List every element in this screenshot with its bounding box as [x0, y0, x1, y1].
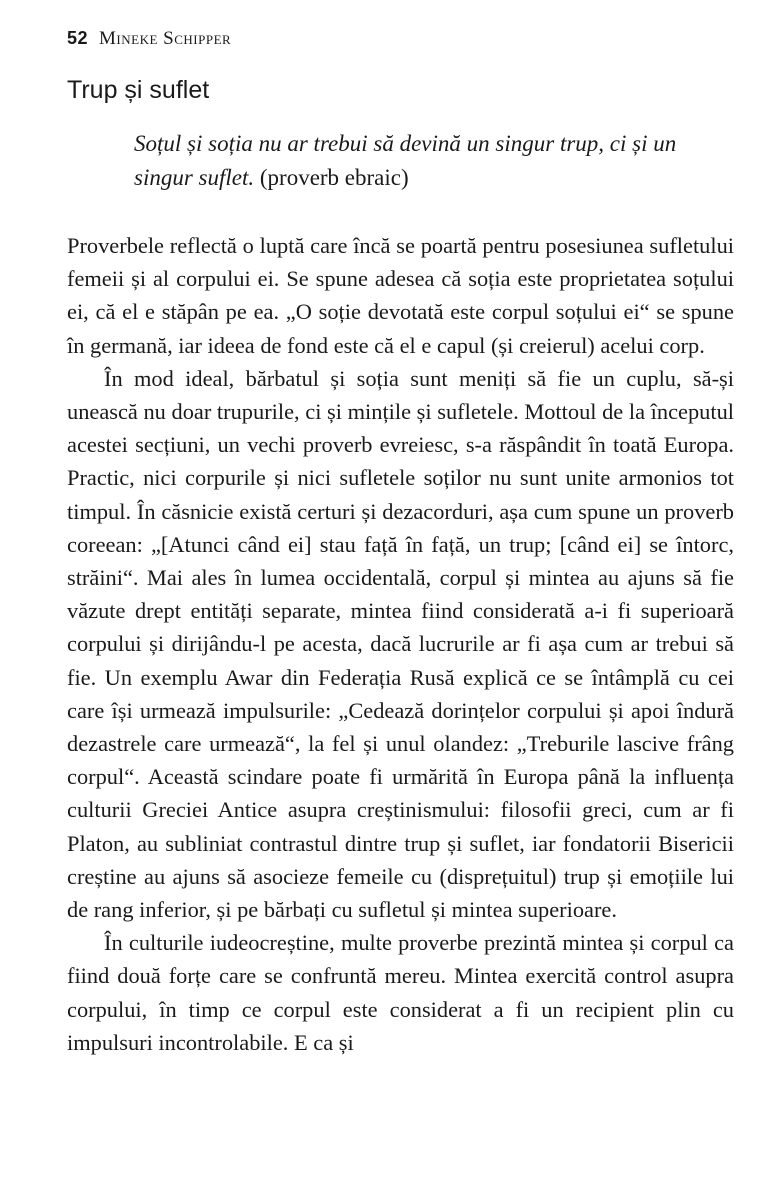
paragraph-1: Proverbele reflectă o luptă care încă se poartă pentru posesiunea sufletului femeii și al corpului ei. Se spune adesea că soția este proprietatea soțului ei, că el e stăpân pe ea. „O soție devotată este corpul soțului ei“ se spune în germană, iar ideea de fond este că el e capul (și creierul) acelui corp.	[67, 233, 734, 358]
page-number: 52	[67, 28, 89, 48]
epigraph-quote: Soțul și soția nu ar trebui să devină un singur trup, ci și un singur suflet.	[134, 131, 677, 190]
running-head	[67, 28, 231, 50]
body-text	[67, 229, 734, 1059]
paragraph-3: În culturile iudeocreștine, multe proverbe prezintă mintea și corpul ca fiind două forțe care se confruntă mereu. Mintea exercită control asupra corpului, în timp ce corpul este considerat a fi un recipient plin cu impulsuri incontrolabile. E ca și	[67, 930, 734, 1055]
epigraph	[134, 127, 734, 195]
epigraph-attribution: (proverb ebraic)	[254, 165, 409, 190]
section-title: Trup și suflet	[67, 76, 210, 104]
running-head-author: Mineke Schipper	[99, 28, 232, 49]
paragraph-2: În mod ideal, bărbatul și soția sunt meniți să fie un cuplu, să-și unească nu doar trupurile, ci și mințile și sufletele. Mottoul de la începutul acestei secțiuni, un vechi proverb evreiesc, s-a răspândit în toată Europa. Practic, nici corpurile și nici sufletele soților nu sunt unite armonios tot timpul. În căsnicie există certuri și dezacorduri, așa cum spune un proverb coreean: „[Atunci când ei] stau față în față, un trup; [când ei] se întorc, străini“. Mai ales în lumea occidentală, corpul și mintea au ajuns să fie văzute drept entități separate, mintea fiind considerată a-i fi superioară corpului și dirijându-l pe acesta, dacă lucrurile ar fi așa cum ar trebui să fie. Un exemplu Awar din Federația Rusă explică ce se întâmplă cu cei care își urmează impulsurile: „Cedează dorințelor corpului și apoi îndură dezastrele care urmează“, la fel și unul olandez: „Treburile lascive frâng corpul“. Această scindare poate fi urmărită în Europa până la influența culturii Greciei Antice asupra creștinismului: filosofii greci, cum ar fi Platon, au subliniat contrastul dintre trup și suflet, iar fondatorii Bisericii creștine au ajuns să asocieze femeile cu (disprețuitul) trup și emoțiile lui de rang inferior, și pe bărbați cu sufletul și mintea superioare.	[67, 365, 734, 923]
